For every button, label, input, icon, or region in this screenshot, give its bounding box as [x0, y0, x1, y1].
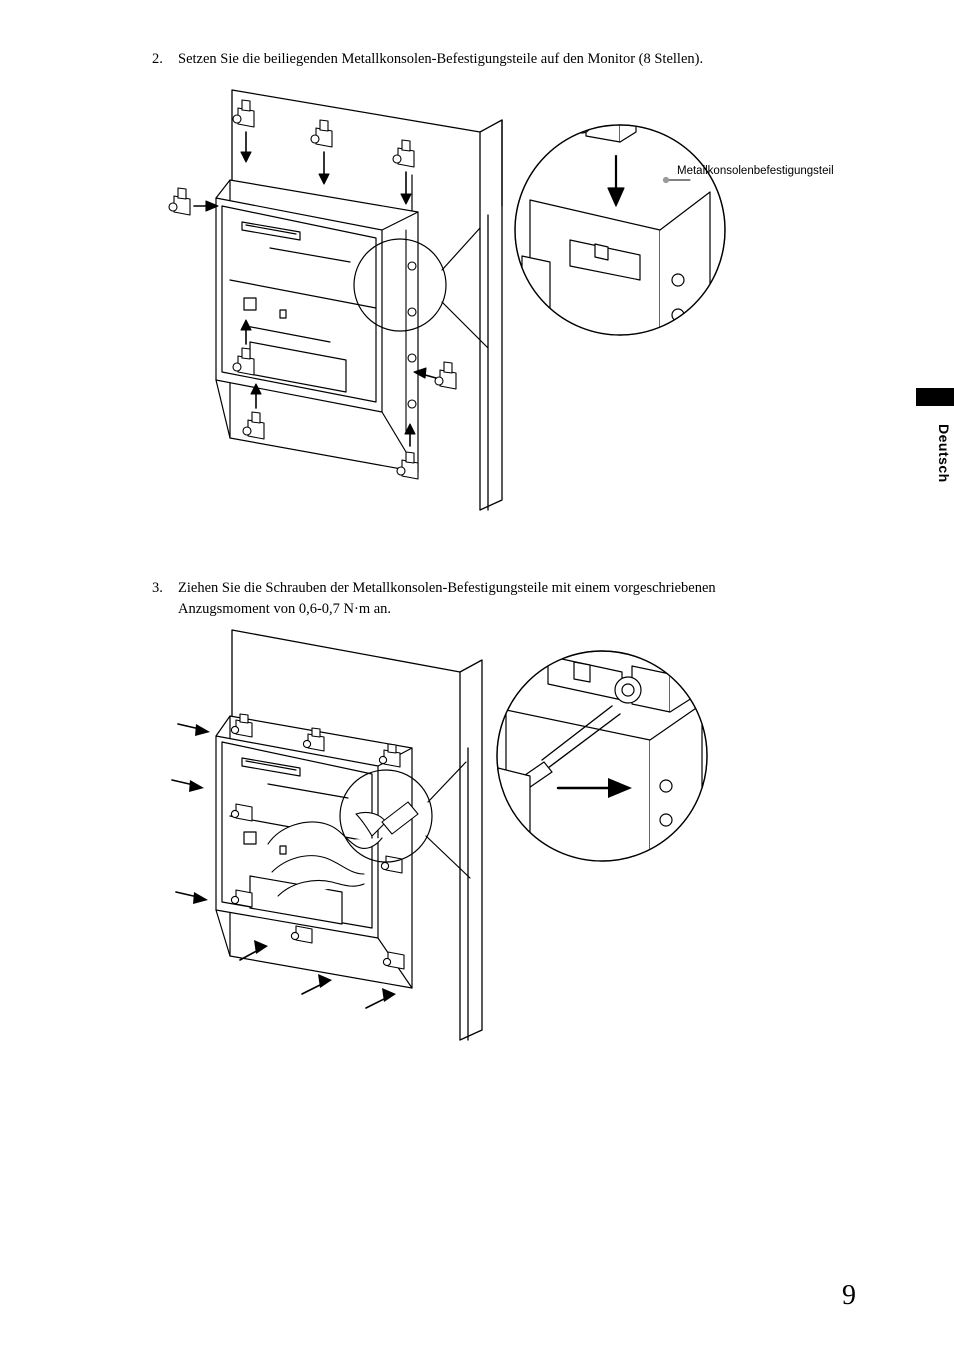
step-2: [152, 49, 852, 70]
page-number: 9: [842, 1280, 856, 1311]
bracket-right-middle: [414, 362, 456, 389]
step-3-number: 3.: [152, 580, 163, 596]
side-tab-marker: [916, 388, 954, 406]
detail-magnified-circle-2: [480, 651, 707, 900]
figure-tighten-screws: [150, 620, 910, 1080]
language-tab-deutsch: Deutsch: [936, 423, 952, 483]
step-2-number: 2.: [152, 51, 163, 67]
bracket-top-left: [233, 100, 254, 162]
bracket-top-middle: [311, 120, 332, 184]
step-2-text: Setzen Sie die beiliegenden Metallkonsolen-Befestigungsteile auf den Monitor (8 Stellen).: [178, 51, 704, 67]
detail-magnified-circle: [515, 86, 725, 380]
step-3: [152, 578, 802, 620]
step-3-text: Ziehen Sie die Schrauben der Metallkonsolen-Befestigungsteile mit einem vorgeschriebenen Anzugsmoment von 0,6-0,7 N·m an.: [178, 580, 716, 618]
figure-mount-brackets: [150, 80, 910, 540]
bracket-left-upper: [169, 188, 218, 215]
callout-label-bracket: Metallkonsolenbefestigungsteil: [677, 165, 834, 177]
bracket-top-right: [393, 140, 414, 204]
